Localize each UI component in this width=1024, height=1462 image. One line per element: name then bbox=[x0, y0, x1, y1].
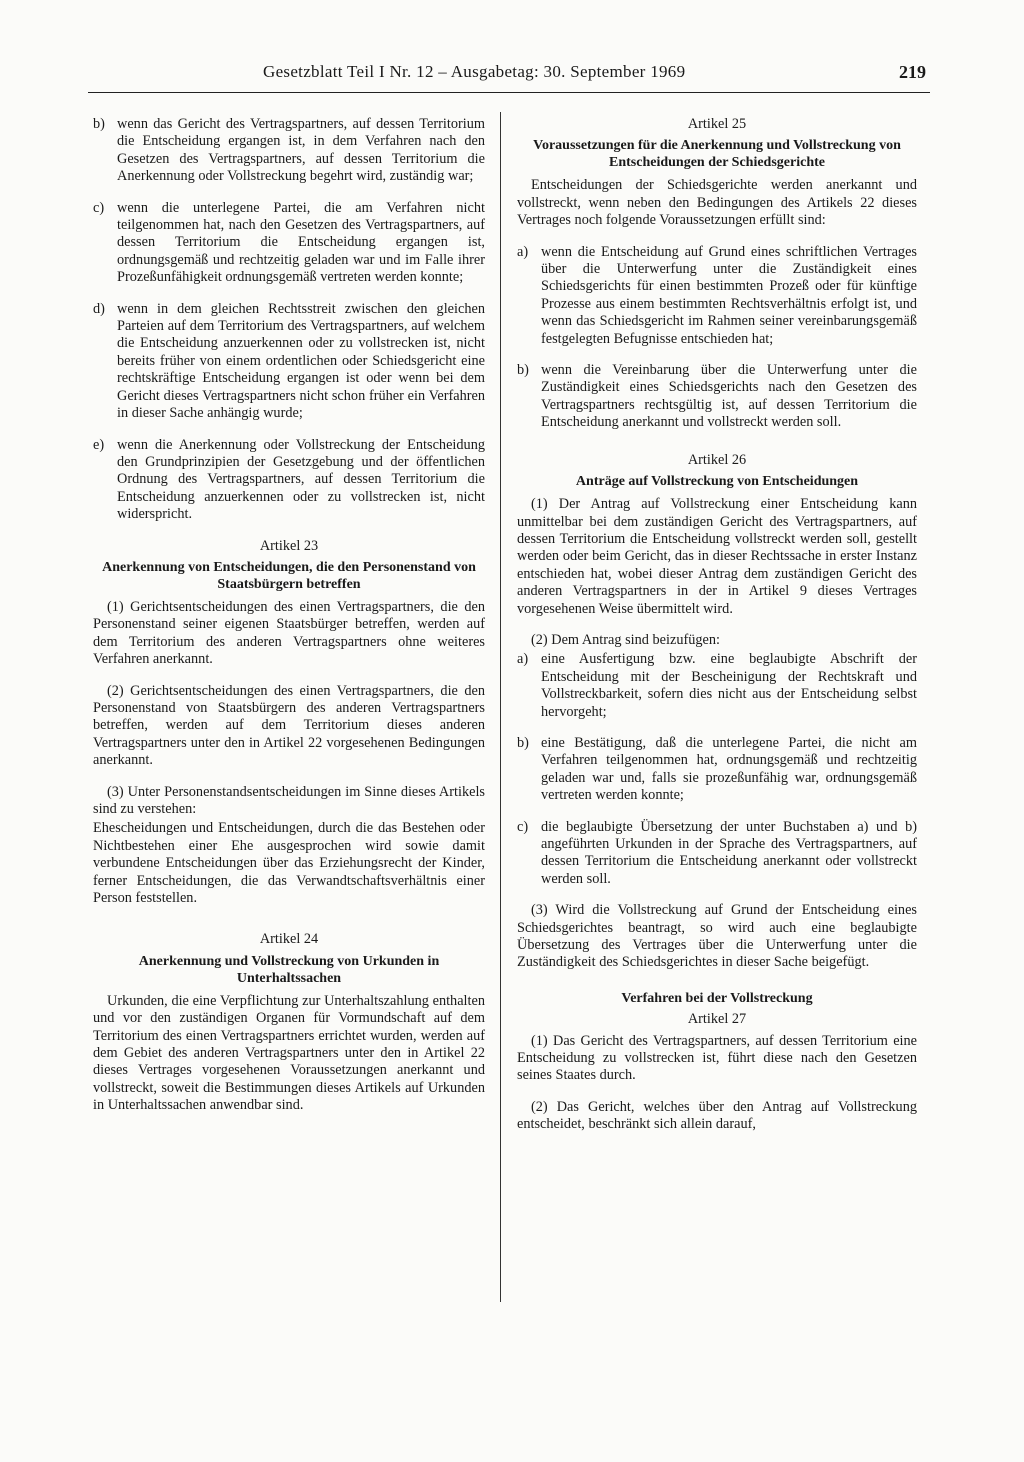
article-26-label: Artikel 26 bbox=[687, 451, 747, 468]
article-24-paragraph-1: Urkunden, die eine Verpflichtung zur Unterhaltszahlung enthalten und vor den zuständigen Organen für Vormundschaft auf dem Territorium des einen Vertragspartners errichtet wurden, werden auf dem Gebiet des anderen Vertragspartners unter den in Artikel 22 dieses Vertrages vorgesehenen Voraussetzungen anerkannt und vollstreckt, soweit die Bestimmungen dieses Artikels auf Urkunden in Unterhaltssachen anwendbar sind. bbox=[93, 992, 485, 1114]
list-item-b bbox=[93, 116, 485, 186]
item-text: die beglaubigte Übersetzung der unter Buchstaben a) und b) angeführten Urkunden in der Sprache des Vertragspartners, auf dessen Territorium die Entscheidung anerkannt oder vollstreckt werden soll. bbox=[541, 818, 917, 887]
article-24-heading: Anerkennung und Vollstreckung von Urkunden in Unterhaltssachen bbox=[138, 953, 440, 986]
item-marker: d) bbox=[93, 300, 105, 317]
article-27-paragraph-1: (1) Das Gericht des Vertragspartners, auf dessen Territorium eine Entscheidung zu vollstrecken ist, führt diese nach den Gesetzen seines Staates durch. bbox=[517, 1032, 917, 1084]
item-marker: c) bbox=[93, 199, 105, 216]
item-marker: e) bbox=[93, 436, 105, 453]
article-26-paragraph-1: (1) Der Antrag auf Vollstreckung einer Entscheidung kann unmittelbar bei dem zuständigen Gericht des Vertragspartners, auf dessen Territorium die Entscheidung vollstreckt werden soll, gestellt werden oder beim Gericht, das in dieser Rechtssache in erster Instanz entschieden hat, wobei dieser Antrag dem zuständigen Gericht des anderen Vertragspartners in der in Artikel 9 dieses Vertrages vorgesehenen Weise übermittelt wird. bbox=[517, 496, 917, 617]
item-marker: c) bbox=[517, 818, 529, 835]
article-26-heading: Anträge auf Vollstreckung von Entscheidungen bbox=[575, 474, 859, 490]
gazette-title: Gesetzblatt Teil I Nr. 12 – Ausgabetag: 30. September 1969 bbox=[263, 62, 686, 81]
page-number: 219 bbox=[899, 62, 926, 82]
section-heading: Verfahren bei der Vollstreckung bbox=[621, 990, 813, 1006]
article-23-paragraph-4: Ehescheidungen und Entscheidungen, durch die das Bestehen oder Nichtbestehen einer Ehe ausgesprochen wird sowie damit verbundene Entscheidungen über das Erziehungsrecht der Kinder, ferner Entscheidungen, die das Verwandtschaftsverhältnis einer Person feststellen. bbox=[93, 820, 485, 907]
article-25-paragraph-1: Entscheidungen der Schiedsgerichte werden anerkannt und vollstreckt, wenn neben den Bedingungen des Artikels 22 dieses Vertrages noch folgende Voraussetzungen erfüllt sind: bbox=[517, 177, 917, 229]
list-item-b bbox=[517, 362, 917, 432]
item-text: eine Bestätigung, daß die unterlegene Partei, die nicht am Verfahren teilgenommen hat, ordnungsgemäß und rechtzeitig geladen war und, falls sie prozeßunfähig war, ordnungsgemäß vertreten werden konnte; bbox=[541, 734, 917, 804]
item-text: wenn das Gericht des Vertragspartners, auf dessen Territorium die Entscheidung ergangen ist, in dem Verfahren nach den Gesetzen des Vertragspartners, auf dessen Territorium die Anerkennung oder Vollstreckung begehrt wird, zuständig war; bbox=[117, 116, 485, 185]
item-text: wenn die Vereinbarung über die Unterwerfung unter die Zuständigkeit eines Schiedsgerichts nach den Gesetzen des Vertragspartners rechtsgültig ist, auf dessen Territorium die Entscheidung anerkannt und vollstreckt werden soll. bbox=[541, 362, 917, 431]
article-25-heading: Voraussetzungen für die Anerkennung und Vollstreckung von Entscheidungen der Schiedsgerichte bbox=[533, 138, 901, 171]
item-text: wenn in dem gleichen Rechtsstreit zwischen den gleichen Parteien auf dem Territorium des Vertragspartners, auf welchem die Entscheidung anzuerkennen oder zu vollstrecken ist, nicht bereits früher von einem ordentlichen oder Schiedsgericht eine rechtskräftige Entscheidung ergangen ist oder wenn bei dem Gericht dieses Vertragspartners nicht schon früher ein Verfahren in dieser Sache anhängig wurde; bbox=[117, 300, 485, 422]
article-27-label: Artikel 27 bbox=[687, 1011, 747, 1028]
item-text: eine Ausfertigung bzw. eine beglaubigte Abschrift der Entscheidung mit der Bescheinigung der Rechtskraft und Vollstreckbarkeit, sofern dies nicht aus der Entscheidung selbst hervorgeht; bbox=[541, 651, 917, 720]
right-column bbox=[517, 116, 917, 1148]
article-26-paragraph-2: (2) Dem Antrag sind beizufügen: bbox=[531, 631, 720, 648]
page-header bbox=[88, 62, 930, 93]
article-23-heading: Anerkennung von Entscheidungen, die den Personenstand von Staatsbürgern betreffen bbox=[102, 559, 476, 592]
article-24-label: Artikel 24 bbox=[259, 931, 319, 948]
list-item-c bbox=[517, 819, 917, 889]
article-23-label: Artikel 23 bbox=[259, 537, 319, 554]
item-marker: b) bbox=[93, 116, 105, 132]
article-25-label: Artikel 25 bbox=[687, 116, 747, 132]
article-23-paragraph-1: (1) Gerichtsentscheidungen des einen Vertragspartners, die den Personenstand seiner eigenen Staatsbürger betreffen, werden auf dem Territorium des anderen Vertragspartners ohne weiteres Verfahren anerkannt. bbox=[93, 598, 485, 668]
item-marker: b) bbox=[517, 362, 529, 379]
item-text: wenn die Entscheidung auf Grund eines schriftlichen Vertrages über die Unterwerfung unter die Zuständigkeit eines Schiedsgerichts für einen bestimmten Prozeß oder für künftige Prozesse aus einem bestimmten Rechtsverhältnis erfolgt ist, und wenn das Schiedsgericht im Rahmen seiner vereinbarungsgemäß festgelegten Befugnisse entschieden hat; bbox=[541, 243, 917, 347]
article-27-paragraph-2: (2) Das Gericht, welches über den Antrag auf Vollstreckung entscheidet, beschränkt sich allein darauf, bbox=[517, 1098, 917, 1133]
item-marker: b) bbox=[517, 734, 529, 751]
list-item-b bbox=[517, 735, 917, 805]
left-column bbox=[93, 116, 485, 1129]
item-marker: a) bbox=[517, 243, 529, 260]
item-marker: a) bbox=[517, 651, 529, 668]
item-text: wenn die Anerkennung oder Vollstreckung der Entscheidung den Grundprinzipien der Gesetzgebung und der öffentlichen Ordnung des Vertragspartners, auf dessen Territorium die Entscheidung anzuerkennen oder zu vollstrecken ist, nicht widerspricht. bbox=[117, 436, 485, 523]
list-item-a bbox=[517, 244, 917, 348]
list-item-c bbox=[93, 200, 485, 287]
list-item-d bbox=[93, 301, 485, 423]
column-divider bbox=[500, 112, 501, 1302]
article-23-paragraph-3: (3) Unter Personenstandsentscheidungen im Sinne dieses Artikels sind zu verstehen: bbox=[93, 783, 485, 817]
article-23-paragraph-2: (2) Gerichtsentscheidungen des einen Vertragspartners, die den Personenstand von Staatsbürgern des anderen Vertragspartners betreffen, werden auf dem Territorium dieses anderen Vertragspartners unter den in Artikel 22 vorgesehenen Bedingungen anerkannt. bbox=[93, 682, 485, 769]
item-text: wenn die unterlegene Partei, die am Verfahren nicht teilgenommen hat, nach den Gesetzen des Vertragspartners, auf dessen Territorium die Entscheidung ergangen ist, ordnungsgemäß und rechtzeitig geladen war und im Falle ihrer Prozeßunfähigkeit ordnungsgemäß vertreten werden konnte; bbox=[117, 199, 485, 286]
list-item-e bbox=[93, 437, 485, 524]
article-26-paragraph-3: (3) Wird die Vollstreckung auf Grund der Entscheidung eines Schiedsgerichtes beantragt, so wird auch eine beglaubigte Übersetzung des Vertrages über die Unterwerfung unter die Zuständigkeit des Schiedsgerichtes in dieser Sache beigefügt. bbox=[517, 902, 917, 971]
list-item-a bbox=[517, 651, 917, 721]
